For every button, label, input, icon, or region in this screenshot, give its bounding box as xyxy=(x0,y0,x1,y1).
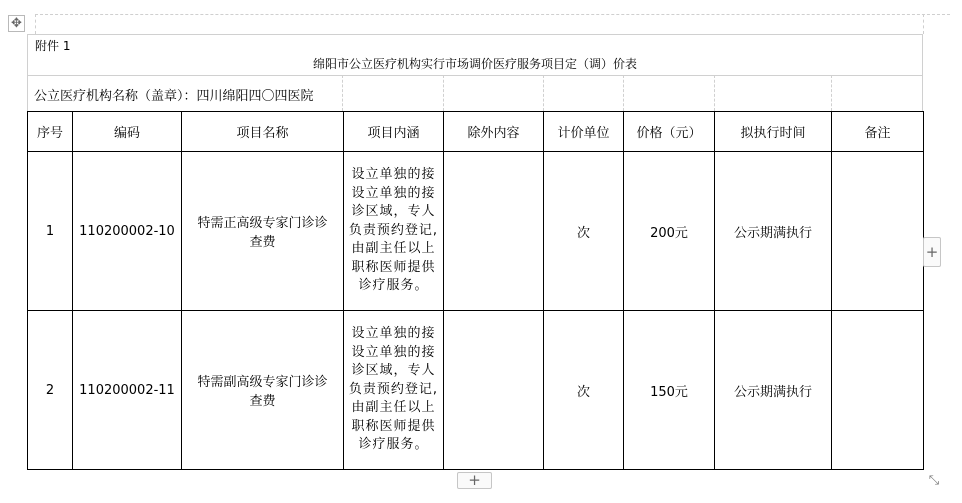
remark[interactable] xyxy=(832,311,924,470)
item-code[interactable]: 110200002-10 xyxy=(73,152,182,311)
guide xyxy=(831,75,832,111)
header-left-line xyxy=(27,34,28,111)
excluded-content[interactable] xyxy=(444,152,544,311)
table-resize-icon[interactable]: ⤡ xyxy=(928,473,940,488)
item-content[interactable]: 设立单独的接设立单独的接诊区域，专人负责预约登记,由副主任以上职称医师提供诊疗服务。 xyxy=(344,311,444,470)
table-row xyxy=(28,311,924,470)
column-header: 序号 xyxy=(28,112,73,152)
header-mid-line xyxy=(27,75,923,76)
add-row-button[interactable]: + xyxy=(457,472,492,489)
page-title: 绵阳市公立医疗机构实行市场调价医疗服务项目定（调）价表 xyxy=(312,57,637,71)
pricing-unit[interactable]: 次 xyxy=(544,311,624,470)
item-name[interactable]: 特需副高级专家门诊诊查费 xyxy=(182,311,344,470)
attachment-label: 附件 1 xyxy=(35,39,71,53)
row-number[interactable]: 1 xyxy=(28,152,73,311)
column-header: 价格（元） xyxy=(624,112,715,152)
item-code[interactable]: 110200002-11 xyxy=(73,311,182,470)
column-header: 编码 xyxy=(73,112,182,152)
price-table xyxy=(27,111,924,470)
item-name[interactable]: 特需正高级专家门诊诊查费 xyxy=(182,152,344,311)
page-guide-left xyxy=(35,14,36,34)
table-header-row xyxy=(28,112,924,152)
guide xyxy=(623,75,624,111)
guide xyxy=(543,75,544,111)
pricing-unit[interactable]: 次 xyxy=(544,152,624,311)
item-content[interactable]: 设立单独的接设立单独的接诊区域，专人负责预约登记,由副主任以上职称医师提供诊疗服务。 xyxy=(344,152,444,311)
price[interactable]: 200元 xyxy=(624,152,715,311)
column-header: 备注 xyxy=(832,112,924,152)
guide xyxy=(342,75,343,111)
guide xyxy=(443,75,444,111)
guide xyxy=(714,75,715,111)
column-header: 项目内涵 xyxy=(344,112,444,152)
header-right-line xyxy=(922,34,923,111)
page-guide-top xyxy=(35,14,950,15)
column-header: 项目名称 xyxy=(182,112,344,152)
table-row xyxy=(28,152,924,311)
add-column-button[interactable]: + xyxy=(923,237,941,267)
column-header: 拟执行时间 xyxy=(715,112,832,152)
execution-time[interactable]: 公示期满执行 xyxy=(715,152,832,311)
institution-name: 公立医疗机构名称（盖章）：四川绵阳四〇四医院 xyxy=(34,89,314,104)
column-header: 计价单位 xyxy=(544,112,624,152)
row-number[interactable]: 2 xyxy=(28,311,73,470)
column-header: 除外内容 xyxy=(444,112,544,152)
excluded-content[interactable] xyxy=(444,311,544,470)
execution-time[interactable]: 公示期满执行 xyxy=(715,311,832,470)
remark[interactable] xyxy=(832,152,924,311)
page-guide-right xyxy=(923,14,924,34)
header-top-line xyxy=(27,34,923,35)
price[interactable]: 150元 xyxy=(624,311,715,470)
table-move-handle-icon[interactable]: ✥ xyxy=(8,15,25,32)
